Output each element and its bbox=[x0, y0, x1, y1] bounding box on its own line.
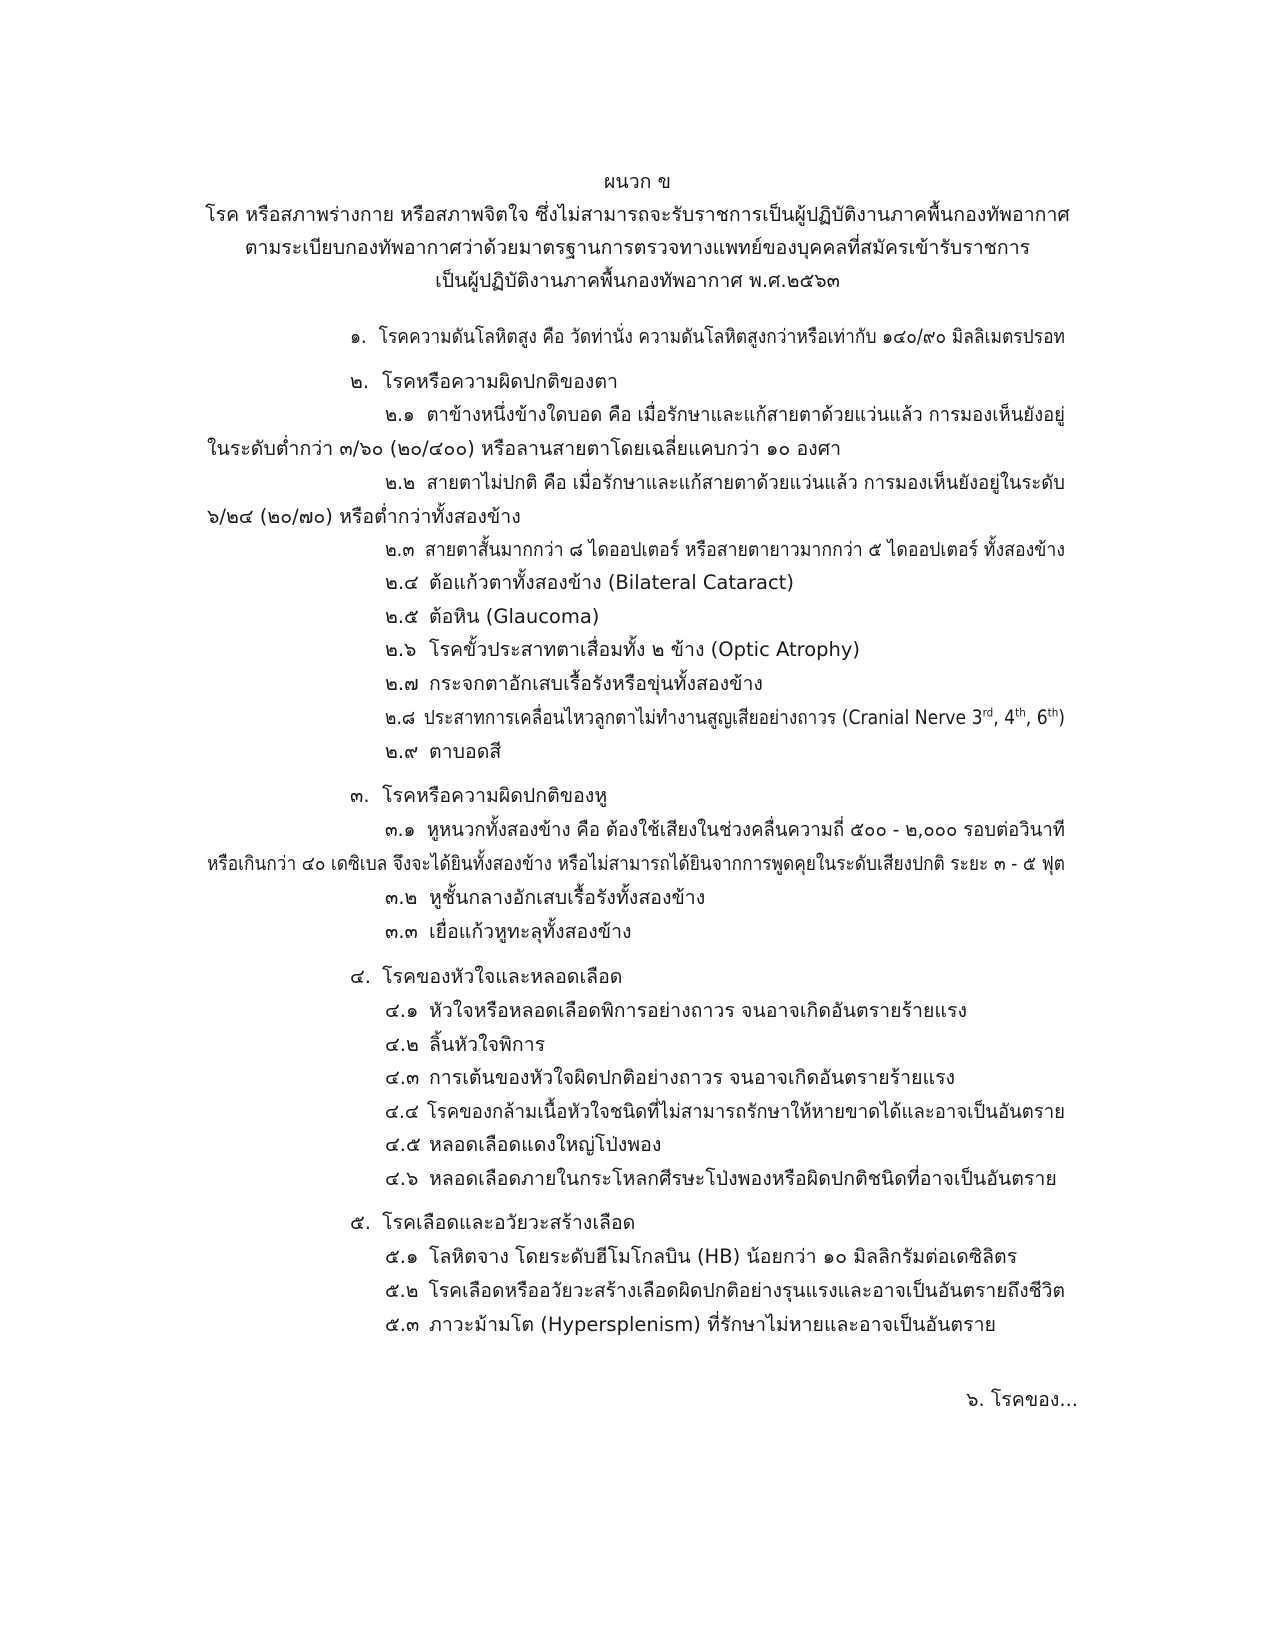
section-2-title: ๒. โรคหรือความผิดปกติของตา bbox=[350, 370, 618, 393]
item-5-3: ๕.๓ ภาวะม้ามโต (Hypersplenism) ที่รักษาไม่หายและอาจเป็นอันตราย bbox=[385, 1313, 996, 1336]
item-3-1: ๓.๑ หูหนวกทั้งสองข้าง คือ ต้องใช้เสียงในช่วงคลื่นความถี่ ๕๐๐ - ๒,๐๐๐ รอบต่อวินาที bbox=[385, 818, 1065, 841]
section-4-number: ๔. bbox=[350, 965, 371, 988]
section-4-title: ๔. โรคของหัวใจและหลอดเลือด bbox=[350, 965, 623, 988]
section-1-number: ๑. bbox=[350, 325, 367, 348]
item-2-2-continuation: ๖/๒๔ (๒๐/๗๐) หรือต่ำกว่าทั้งสองข้าง bbox=[207, 505, 521, 528]
item-4-2: ๔.๒ ลิ้นหัวใจพิการ bbox=[385, 1033, 546, 1056]
section-1-text: โรคความดันโลหิตสูง คือ วัดท่านั่ง ความดันโลหิตสูงกว่าหรือเท่ากับ ๑๔๐/๙๐ มิลลิเมตรปรอท bbox=[378, 325, 1066, 348]
item-3-3: ๓.๓ เยื่อแก้วหูทะลุทั้งสองข้าง bbox=[385, 920, 632, 943]
item-5-2: ๕.๒ โรคเลือดหรืออวัยวะสร้างเลือดผิดปกติอย่างรุนแรงและอาจเป็นอันตรายถึงชีวิต bbox=[385, 1279, 1066, 1302]
item-4-6: ๔.๖ หลอดเลือดภายในกระโหลกศีรษะโป่งพองหรือผิดปกติชนิดที่อาจเป็นอันตราย bbox=[385, 1167, 1057, 1190]
continuation-note: ๖. โรคของ... bbox=[966, 1388, 1078, 1411]
item-5-1: ๕.๑ โลหิตจาง โดยระดับฮีโมโกลบิน (HB) น้อยกว่า ๑๐ มิลลิกรัมต่อเดซิลิตร bbox=[385, 1245, 1018, 1268]
heading-line-2: ตามระเบียบกองทัพอากาศว่าด้วยมาตรฐานการตรวจทางแพทย์ของบุคคลที่สมัครเข้ารับราชการ bbox=[244, 236, 1031, 259]
item-2-2: ๒.๒ สายตาไม่ปกติ คือ เมื่อรักษาและแก้สายตาด้วยแว่นแล้ว การมองเห็นยังอยู่ในระดับ bbox=[385, 471, 1065, 494]
item-2-4: ๒.๔ ต้อแก้วตาทั้งสองข้าง (Bilateral Cataract) bbox=[385, 571, 794, 594]
item-2-8: ๒.๘ ประสาทการเคลื่อนไหวลูกตาไม่ทำงานสูญเสียอย่างถาวร (Cranial Nerve 3rd, 4th, 6th) bbox=[385, 705, 1066, 729]
item-4-4: ๔.๔ โรคของกล้ามเนื้อหัวใจชนิดที่ไม่สามารถรักษาให้หายขาดได้และอาจเป็นอันตราย bbox=[385, 1100, 1066, 1123]
section-3-number: ๓. bbox=[350, 784, 370, 807]
item-4-3: ๔.๓ การเต้นของหัวใจผิดปกติอย่างถาวร จนอาจเกิดอันตรายร้ายแรง bbox=[385, 1066, 956, 1089]
section-2-number: ๒. bbox=[350, 370, 370, 393]
heading-line-3: เป็นผู้ปฏิบัติงานภาคพื้นกองทัพอากาศ พ.ศ.๒๕๖๓ bbox=[435, 269, 840, 292]
item-2-1-continuation: ในระดับต่ำกว่า ๓/๖๐ (๒๐/๔๐๐) หรือลานสายตาโดยเฉลี่ยแคบกว่า ๑๐ องศา bbox=[207, 437, 842, 460]
section-5-number: ๕. bbox=[350, 1211, 371, 1234]
item-2-6: ๒.๖ โรคขั้วประสาทตาเสื่อมทั้ง ๒ ข้าง (Optic Atrophy) bbox=[385, 638, 861, 661]
section-3-title: ๓. โรคหรือความผิดปกติของหู bbox=[350, 784, 608, 807]
item-3-2: ๓.๒ หูชั้นกลางอักเสบเรื้อรังทั้งสองข้าง bbox=[385, 886, 706, 909]
section-5-title: ๕. โรคเลือดและอวัยวะสร้างเลือด bbox=[350, 1211, 636, 1234]
item-4-5: ๔.๕ หลอดเลือดแดงใหญ่โป่งพอง bbox=[385, 1133, 662, 1156]
section-1 bbox=[350, 327, 1065, 347]
item-2-3: ๒.๓ สายตาสั้นมากกว่า ๘ ไดออปเตอร์ หรือสายตายาวมากกว่า ๕ ไดออปเตอร์ ทั้งสองข้าง bbox=[385, 538, 1065, 561]
annex-title: ผนวก ข bbox=[603, 170, 672, 193]
heading-line-1: โรค หรือสภาพร่างกาย หรือสภาพจิตใจ ซึ่งไม่สามารถจะรับราชการเป็นผู้ปฏิบัติงานภาคพื้นกองทัพอากาศ bbox=[205, 203, 1070, 226]
item-2-5: ๒.๕ ต้อหิน (Glaucoma) bbox=[385, 605, 600, 628]
item-4-1: ๔.๑ หัวใจหรือหลอดเลือดพิการอย่างถาวร จนอาจเกิดอันตรายร้ายแรง bbox=[385, 999, 967, 1022]
item-2-9: ๒.๙ ตาบอดสี bbox=[385, 740, 502, 763]
item-3-1-continuation: หรือเกินกว่า ๔๐ เดซิเบล จึงจะได้ยินทั้งสองข้าง หรือไม่สามารถได้ยินจากการพูดคุยในระดับเสียงปกติ ระยะ ๓ - ๕ ฟุต bbox=[207, 852, 1065, 875]
item-2-7: ๒.๗ กระจกตาอักเสบเรื้อรังหรือขุ่นทั้งสองข้าง bbox=[385, 672, 763, 695]
item-2-1: ๒.๑ ตาข้างหนึ่งข้างใดบอด คือ เมื่อรักษาและแก้สายตาด้วยแว่นแล้ว การมองเห็นยังอยู่ bbox=[385, 403, 1065, 426]
